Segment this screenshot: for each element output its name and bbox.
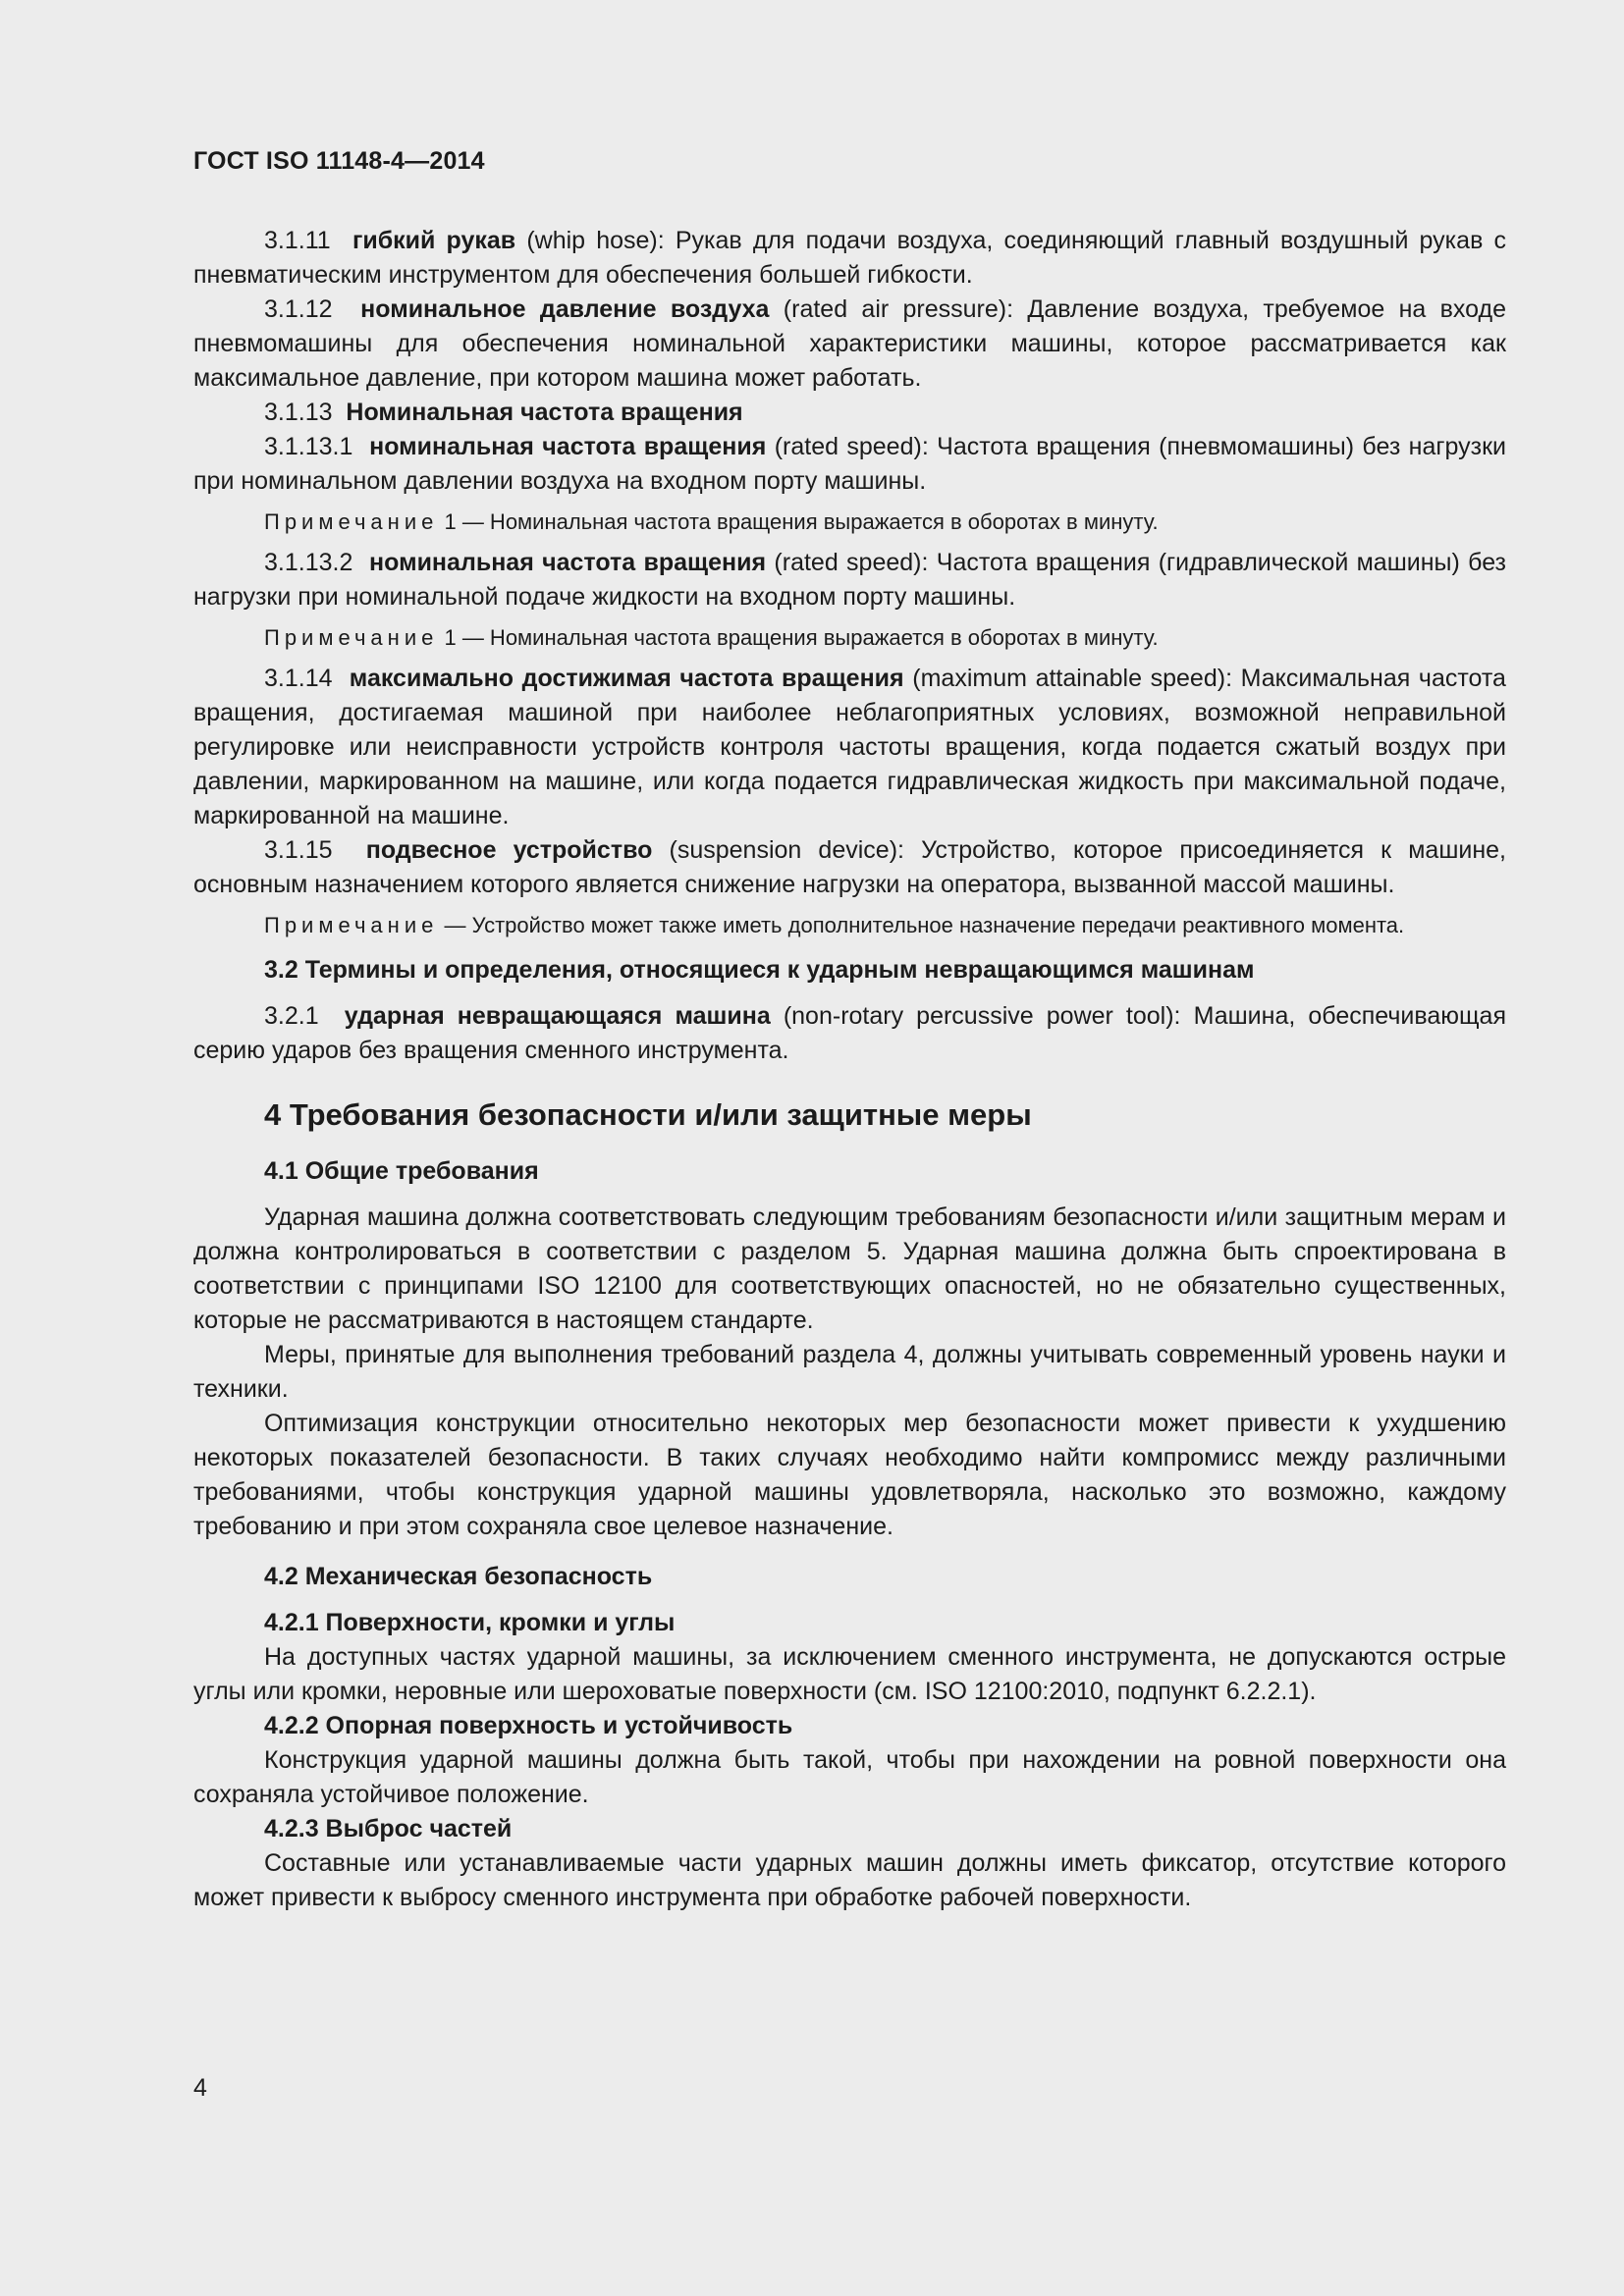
document-body	[193, 224, 1506, 1915]
paragraph-4-1-b: Меры, принятые для выполнения требований раздела 4, должны учитывать современный уровень науки и техники.	[193, 1341, 1506, 1403]
term: ударная невращающаяся машина	[344, 1002, 771, 1030]
clause-3-1-15: 3.1.15 подвесное устройство (suspension device): Устройство, которое присоединяется к машине, основным назначением которого является снижение нагрузки на оператора, вызванной массой машины.	[193, 836, 1506, 898]
term: номинальная частота вращения	[369, 433, 767, 460]
section-4-2-heading: 4.2 Механическая безопасность	[264, 1563, 653, 1590]
note-rated-speed-2: Примечание 1 — Номинальная частота вращения выражается в оборотах в минуту.	[264, 625, 1159, 650]
section-4-2-1-heading: 4.2.1 Поверхности, кромки и углы	[264, 1609, 676, 1636]
section-4-2-3-heading: 4.2.3 Выброс частей	[264, 1815, 513, 1842]
section-3-2-heading: 3.2 Термины и определения, относящиеся к ударным невращающимся машинам	[264, 956, 1255, 984]
section-4-2-2-heading: 4.2.2 Опорная поверхность и устойчивость	[264, 1712, 793, 1739]
section-4-1-heading: 4.1 Общие требования	[264, 1157, 539, 1185]
section-4-heading: 4 Требования безопасности и/или защитные меры	[264, 1097, 1032, 1132]
page-number: 4	[193, 2074, 207, 2102]
term: максимально достижимая частота вращения	[349, 665, 904, 692]
paragraph-4-2-2: Конструкция ударной машины должна быть такой, чтобы при нахождении на ровной поверхности она сохраняла устойчивое положение.	[193, 1746, 1506, 1808]
term: гибкий рукав	[352, 227, 516, 254]
paragraph-4-2-1: На доступных частях ударной машины, за исключением сменного инструмента, не допускаются острые углы или кромки, неровные или шероховатые поверхности (см. ISO 12100:2010, подпункт 6.2.2.1).	[193, 1643, 1506, 1705]
term: номинальная частота вращения	[369, 549, 767, 576]
paragraph-4-1-c: Оптимизация конструкции относительно некоторых мер безопасности может привести к ухудшению некоторых показателей безопасности. В таких случаях необходимо найти компромисс между различными требованиями, чтобы конструкция ударной машины удовлетворяла, насколько это возможно, каждому требованию и при этом сохраняла свое целевое назначение.	[193, 1410, 1506, 1540]
paragraph-4-1-a: Ударная машина должна соответствовать следующим требованиям безопасности и/или защитным мерам и должна контролироваться в соответствии с разделом 5. Ударная машина должна быть спроектирована в соответствии с принципами ISO 12100 для соответствующих опасностей, но не обязательно существенных, которые не рассматриваются в настоящем стандарте.	[193, 1203, 1506, 1334]
clause-3-2-1: 3.2.1 ударная невращающаяся машина (non-rotary percussive power tool): Машина, обеспечивающая серию ударов без вращения сменного инструмента.	[193, 1002, 1506, 1064]
clause-3-1-13-2: 3.1.13.2 номинальная частота вращения (rated speed): Частота вращения (гидравлической машины) без нагрузки при номинальной подаче жидкости на входном порту машины.	[193, 549, 1507, 611]
term: номинальное давление воздуха	[360, 295, 770, 323]
term: Номинальная частота вращения	[346, 399, 743, 426]
clause-3-1-13-1: 3.1.13.1 номинальная частота вращения (rated speed): Частота вращения (пневмомашины) без нагрузки при номинальном давлении воздуха на входном порту машины.	[193, 433, 1506, 495]
paragraph-4-2-3: Составные или устанавливаемые части ударных машин должны иметь фиксатор, отсутствие которого может привести к выбросу сменного инструмента при обработке рабочей поверхности.	[193, 1849, 1506, 1911]
clause-3-1-11: 3.1.11 гибкий рукав (whip hose): Рукав для подачи воздуха, соединяющий главный воздушный рукав с пневматическим инструментом для обеспечения большей гибкости.	[193, 227, 1506, 289]
term: подвесное устройство	[365, 836, 653, 864]
note-suspension: Примечание — Устройство может также иметь дополнительное назначение передачи реактивного момента.	[264, 913, 1405, 937]
clause-3-1-12: 3.1.12 номинальное давление воздуха (rated air pressure): Давление воздуха, требуемое на входе пневмомашины для обеспечения номинальной характеристики машины, которое рассматривается как максимальное давление, при котором машина может работать.	[193, 295, 1506, 392]
note-rated-speed-1: Примечание 1 — Номинальная частота вращения выражается в оборотах в минуту.	[264, 509, 1159, 534]
document-header: ГОСТ ISO 11148-4—2014	[193, 147, 485, 175]
clause-3-1-13: 3.1.13 Номинальная частота вращения	[264, 399, 743, 426]
clause-3-1-14: 3.1.14 максимально достижимая частота вращения (maximum attainable speed): Максимальная частота вращения, достигаемая машиной при наиболее неблагоприятных условиях, возможной неправильной регулировке или неисправности устройств контроля частоты вращения, когда подается сжатый воздух при давлении, маркированном на машине, или когда подается гидравлическая жидкость при максимальной подаче, маркированной на машине.	[193, 665, 1506, 829]
